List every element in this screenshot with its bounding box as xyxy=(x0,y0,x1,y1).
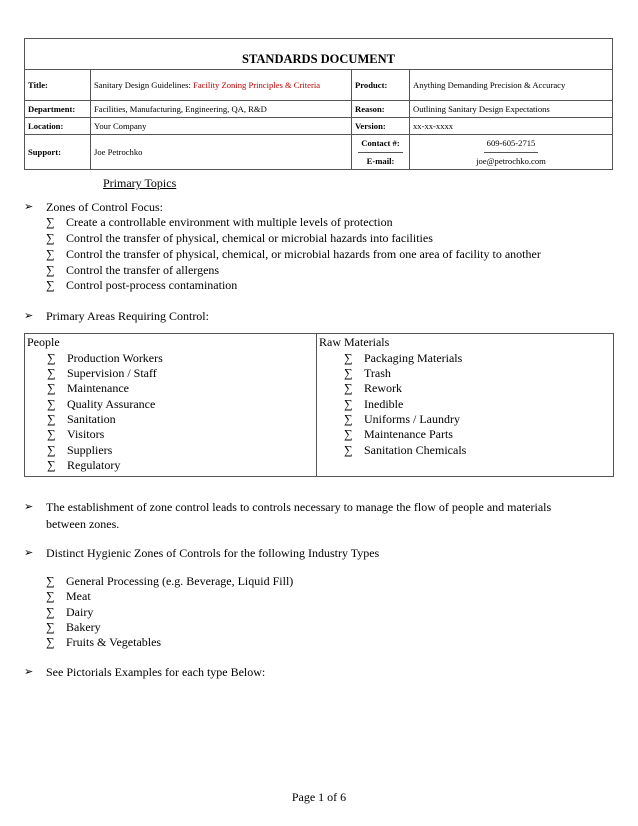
list-item-text: Trash xyxy=(364,366,391,380)
support-value: Joe Petrochko xyxy=(91,135,352,169)
list-item xyxy=(46,605,93,620)
raw-materials-header: Raw Materials xyxy=(319,335,390,349)
list-item xyxy=(46,215,393,230)
list-item xyxy=(344,397,403,412)
list-item-text: Packaging Materials xyxy=(364,351,463,365)
email-value: joe@petrochko.com xyxy=(476,155,546,166)
version-label: Version: xyxy=(352,118,410,134)
sigma-bullet-icon: ∑ xyxy=(47,412,56,426)
sigma-bullet-icon: ∑ xyxy=(344,427,353,441)
department-label: Department: xyxy=(25,101,91,117)
location-value: Your Company xyxy=(91,118,352,134)
list-item xyxy=(47,412,116,427)
sigma-bullet-icon: ∑ xyxy=(46,635,55,649)
list-item xyxy=(46,589,91,604)
primary-topics-heading: Primary Topics xyxy=(103,176,177,190)
title-value-plain: Sanitary Design Guidelines: xyxy=(94,80,194,90)
list-item-text: Control the transfer of physical, chemical or microbial hazards into facilities xyxy=(66,231,433,245)
hygienic-heading-text: Distinct Hygienic Zones of Controls for the following Industry Types xyxy=(46,546,380,560)
sigma-bullet-icon: ∑ xyxy=(47,366,56,380)
list-item-text: Uniforms / Laundry xyxy=(364,412,460,426)
sigma-bullet-icon: ∑ xyxy=(344,412,353,426)
product-label: Product: xyxy=(352,70,410,100)
areas-table xyxy=(24,333,614,477)
list-item xyxy=(46,620,101,635)
list-item-text: Rework xyxy=(364,381,402,395)
list-item-text: Create a controllable environment with multiple levels of protection xyxy=(66,215,393,229)
sigma-bullet-icon: ∑ xyxy=(47,351,56,365)
list-item-text: Maintenance Parts xyxy=(364,427,453,441)
list-item-text: Control the transfer of physical, chemical, or microbial hazards from one area of facility to another xyxy=(66,247,541,261)
list-item xyxy=(46,263,219,278)
header-row-support xyxy=(25,135,612,169)
sigma-bullet-icon: ∑ xyxy=(46,278,55,292)
sigma-bullet-icon: ∑ xyxy=(46,215,55,229)
sigma-bullet-icon: ∑ xyxy=(47,443,56,457)
list-item xyxy=(344,443,466,458)
list-item xyxy=(47,397,155,412)
list-item xyxy=(344,427,453,442)
sigma-bullet-icon: ∑ xyxy=(46,620,55,634)
contact-value: 609-605-2715 xyxy=(484,135,539,153)
reason-value: Outlining Sanitary Design Expectations xyxy=(413,104,550,114)
list-item xyxy=(47,381,129,396)
list-item xyxy=(46,635,161,650)
establishment-paragraph xyxy=(24,500,551,532)
support-label: Support: xyxy=(25,135,91,169)
sigma-bullet-icon: ∑ xyxy=(46,263,55,277)
sigma-bullet-icon: ∑ xyxy=(46,574,55,588)
sigma-bullet-icon: ∑ xyxy=(344,351,353,365)
establishment-line-1: The establishment of zone control leads to controls necessary to manage the flow of people and materials xyxy=(46,500,552,514)
pictorials-text: See Pictorials Examples for each type Below: xyxy=(46,665,266,679)
location-label: Location: xyxy=(25,118,91,134)
list-item-text: Dairy xyxy=(66,605,94,619)
establishment-text xyxy=(46,500,551,532)
list-item xyxy=(47,351,163,366)
header-row-department xyxy=(25,101,612,118)
list-item-text: Control post-process contamination xyxy=(66,278,238,292)
sigma-bullet-icon: ∑ xyxy=(46,605,55,619)
list-item xyxy=(344,381,402,396)
list-item-text: Suppliers xyxy=(67,443,113,457)
list-item-text: Control the transfer of allergens xyxy=(66,263,220,277)
page-number: Page 1 of 6 xyxy=(291,790,347,804)
list-item xyxy=(344,366,391,381)
list-item xyxy=(344,351,462,366)
pictorials-line xyxy=(24,665,265,680)
list-item xyxy=(47,366,157,381)
list-item-text: Sanitation Chemicals xyxy=(364,443,467,457)
people-header: People xyxy=(27,335,60,349)
header-table xyxy=(24,38,613,170)
contact-values xyxy=(410,135,612,169)
sigma-bullet-icon: ∑ xyxy=(47,458,56,472)
list-item xyxy=(46,247,541,262)
sigma-bullet-icon: ∑ xyxy=(46,589,55,603)
arrow-bullet-icon: ➢ xyxy=(24,310,34,322)
list-item-text: Sanitation xyxy=(67,412,116,426)
sigma-bullet-icon: ∑ xyxy=(46,231,55,245)
title-label: Title: xyxy=(25,70,91,100)
sigma-bullet-icon: ∑ xyxy=(344,366,353,380)
list-item-text: Meat xyxy=(66,589,91,603)
people-column xyxy=(25,334,317,476)
areas-heading xyxy=(24,309,209,324)
list-item xyxy=(46,278,237,293)
sigma-bullet-icon: ∑ xyxy=(47,427,56,441)
title-value-highlight: Facility Zoning Principles & Criteria xyxy=(193,80,321,90)
list-item xyxy=(46,574,293,589)
arrow-bullet-icon: ➢ xyxy=(24,501,34,513)
arrow-bullet-icon: ➢ xyxy=(24,201,34,213)
list-item-text: General Processing (e.g. Beverage, Liquid Fill) xyxy=(66,574,294,588)
arrow-bullet-icon: ➢ xyxy=(24,547,34,559)
list-item-text: Production Workers xyxy=(67,351,163,365)
list-item xyxy=(46,231,433,246)
department-value: Facilities, Manufacturing, Engineering, QA, R&D xyxy=(91,101,352,117)
list-item-text: Maintenance xyxy=(67,381,129,395)
sigma-bullet-icon: ∑ xyxy=(344,443,353,457)
list-item-text: Regulatory xyxy=(67,458,121,472)
list-item xyxy=(47,427,104,442)
reason-label: Reason: xyxy=(352,101,410,117)
list-item xyxy=(47,443,112,458)
sigma-bullet-icon: ∑ xyxy=(46,247,55,261)
sigma-bullet-icon: ∑ xyxy=(47,381,56,395)
establishment-line-2: between zones. xyxy=(46,517,120,531)
list-item-text: Bakery xyxy=(66,620,101,634)
list-item-text: Fruits & Vegetables xyxy=(66,635,162,649)
list-item-text: Visitors xyxy=(67,427,105,441)
header-row-location xyxy=(25,118,612,135)
zones-heading xyxy=(24,200,163,215)
list-item-text: Inedible xyxy=(364,397,404,411)
contact-label: Contact #: xyxy=(358,135,402,153)
contact-labels xyxy=(352,135,410,169)
areas-heading-text: Primary Areas Requiring Control: xyxy=(46,309,209,323)
document-title: STANDARDS DOCUMENT xyxy=(25,39,612,70)
zones-heading-text: Zones of Control Focus: xyxy=(46,200,163,214)
arrow-bullet-icon: ➢ xyxy=(24,666,34,678)
title-value xyxy=(91,70,352,100)
sigma-bullet-icon: ∑ xyxy=(344,381,353,395)
list-item-text: Quality Assurance xyxy=(67,397,156,411)
list-item-text: Supervision / Staff xyxy=(67,366,157,380)
list-item xyxy=(47,458,120,473)
version-value: xx-xx-xxxx xyxy=(413,121,454,131)
list-item xyxy=(344,412,460,427)
raw-materials-column xyxy=(317,334,613,476)
product-value: Anything Demanding Precision & Accuracy xyxy=(413,80,566,90)
header-row-title xyxy=(25,70,612,101)
hygienic-heading xyxy=(24,546,379,561)
sigma-bullet-icon: ∑ xyxy=(47,397,56,411)
email-label: E-mail: xyxy=(366,155,395,166)
sigma-bullet-icon: ∑ xyxy=(344,397,353,411)
